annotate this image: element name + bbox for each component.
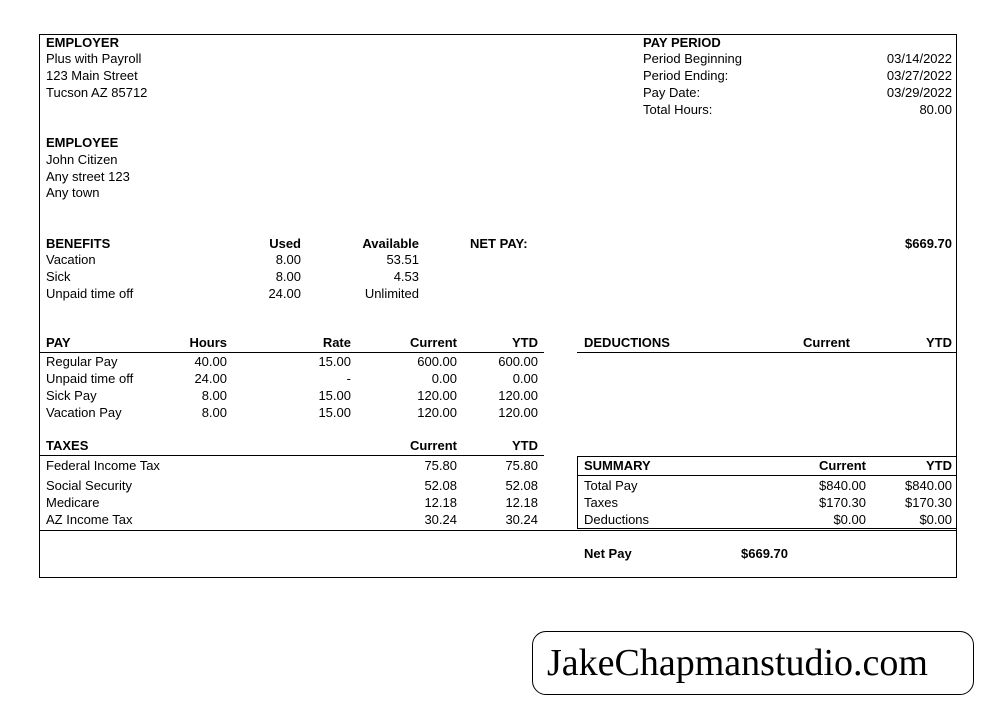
pay-row-hours: 8.00 — [201, 405, 227, 420]
summary-net-pay-label: Net Pay — [584, 546, 632, 561]
benefits-available-header: Available — [362, 236, 419, 251]
pay-row-label: Sick Pay — [46, 388, 97, 403]
pay-row-current: 600.00 — [417, 354, 457, 369]
employee-street: Any street 123 — [46, 169, 130, 184]
total-hours-value: 80.00 — [919, 102, 952, 117]
taxes-current-header: Current — [410, 438, 457, 453]
pay-period-heading: PAY PERIOD — [643, 35, 721, 50]
employee-heading: EMPLOYEE — [46, 135, 119, 150]
tax-row-ytd: 30.24 — [505, 512, 538, 527]
employer-city: Tucson AZ 85712 — [46, 85, 148, 100]
pay-row-current: 120.00 — [417, 388, 457, 403]
period-beginning-label: Period Beginning — [643, 51, 743, 66]
benefit-sick-label: Sick — [46, 269, 71, 284]
pay-row-label: Regular Pay — [46, 354, 118, 369]
pay-row-label: Unpaid time off — [46, 371, 134, 386]
taxes-heading: TAXES — [46, 438, 89, 453]
summary-row-label: Deductions — [584, 512, 650, 527]
tax-row-ytd: 75.80 — [505, 458, 538, 473]
pay-header-rule — [40, 352, 544, 353]
benefit-unpaid-label: Unpaid time off — [46, 286, 134, 301]
employer-street: 123 Main Street — [46, 68, 138, 83]
watermark-text: JakeChapmanstudio.com — [547, 642, 928, 684]
pay-row-hours: 24.00 — [194, 371, 227, 386]
summary-row-current: $170.30 — [819, 495, 866, 510]
summary-row-ytd: $0.00 — [919, 512, 952, 527]
pay-row-ytd: 600.00 — [498, 354, 538, 369]
pay-date-label: Pay Date: — [643, 85, 701, 100]
summary-row-current: $840.00 — [819, 478, 866, 493]
benefit-sick-used: 8.00 — [275, 269, 301, 284]
pay-row-rate: 15.00 — [318, 405, 351, 420]
summary-row-label: Taxes — [584, 495, 618, 510]
tax-row-label: AZ Income Tax — [46, 512, 133, 527]
summary-row-ytd: $170.30 — [905, 495, 952, 510]
pay-row-ytd: 120.00 — [498, 388, 538, 403]
pay-row-rate: 15.00 — [318, 388, 351, 403]
benefit-sick-available: 4.53 — [393, 269, 419, 284]
deductions-ytd-header: YTD — [926, 335, 952, 350]
deductions-current-header: Current — [803, 335, 850, 350]
pay-row-current: 120.00 — [417, 405, 457, 420]
pay-current-header: Current — [410, 335, 457, 350]
benefit-vacation-label: Vacation — [46, 252, 96, 267]
benefit-unpaid-used: 24.00 — [268, 286, 301, 301]
deductions-header-rule — [577, 352, 957, 353]
pay-date-value: 03/29/2022 — [886, 85, 952, 100]
summary-row-ytd: $840.00 — [905, 478, 952, 493]
benefit-vacation-used: 8.00 — [275, 252, 301, 267]
benefit-unpaid-available: Unlimited — [364, 286, 419, 301]
taxes-ytd-header: YTD — [512, 438, 538, 453]
benefits-used-header: Used — [269, 236, 301, 251]
tax-row-ytd: 52.08 — [505, 478, 538, 493]
period-beginning-value: 03/14/2022 — [886, 51, 952, 66]
benefit-vacation-available: 53.51 — [386, 252, 419, 267]
tax-row-label: Medicare — [46, 495, 100, 510]
employer-name: Plus with Payroll — [46, 51, 142, 66]
employee-town: Any town — [46, 185, 100, 200]
tax-row-current: 30.24 — [424, 512, 457, 527]
pay-row-ytd: 0.00 — [512, 371, 538, 386]
watermark-badge — [532, 631, 974, 695]
summary-heading: SUMMARY — [584, 458, 651, 473]
summary-row-label: Total Pay — [584, 478, 638, 493]
pay-row-label: Vacation Pay — [46, 405, 122, 420]
employer-heading: EMPLOYER — [46, 35, 119, 50]
pay-row-hours: 40.00 — [194, 354, 227, 369]
pay-row-hours: 8.00 — [201, 388, 227, 403]
pay-heading: PAY — [46, 335, 71, 350]
benefits-heading: BENEFITS — [46, 236, 111, 251]
period-ending-label: Period Ending: — [643, 68, 729, 83]
summary-net-pay-value: $669.70 — [741, 546, 788, 561]
pay-row-rate: - — [346, 371, 351, 386]
tax-row-current: 12.18 — [424, 495, 457, 510]
section-bottom-rule — [40, 530, 957, 531]
pay-hours-header: Hours — [189, 335, 227, 350]
net-pay-value: $669.70 — [905, 236, 952, 251]
total-hours-label: Total Hours: — [643, 102, 713, 117]
period-ending-value: 03/27/2022 — [886, 68, 952, 83]
net-pay-label: NET PAY: — [470, 236, 528, 251]
summary-header-rule — [577, 475, 957, 476]
pay-ytd-header: YTD — [512, 335, 538, 350]
tax-row-label: Federal Income Tax — [46, 458, 160, 473]
summary-current-header: Current — [819, 458, 866, 473]
pay-row-ytd: 120.00 — [498, 405, 538, 420]
summary-ytd-header: YTD — [926, 458, 952, 473]
tax-row-label: Social Security — [46, 478, 132, 493]
tax-row-ytd: 12.18 — [505, 495, 538, 510]
pay-rate-header: Rate — [322, 335, 351, 350]
taxes-header-rule — [40, 455, 544, 456]
tax-row-current: 75.80 — [424, 458, 457, 473]
tax-row-current: 52.08 — [424, 478, 457, 493]
pay-row-current: 0.00 — [431, 371, 457, 386]
employee-name: John Citizen — [46, 152, 118, 167]
summary-row-current: $0.00 — [833, 512, 866, 527]
pay-row-rate: 15.00 — [318, 354, 351, 369]
deductions-heading: DEDUCTIONS — [584, 335, 670, 350]
